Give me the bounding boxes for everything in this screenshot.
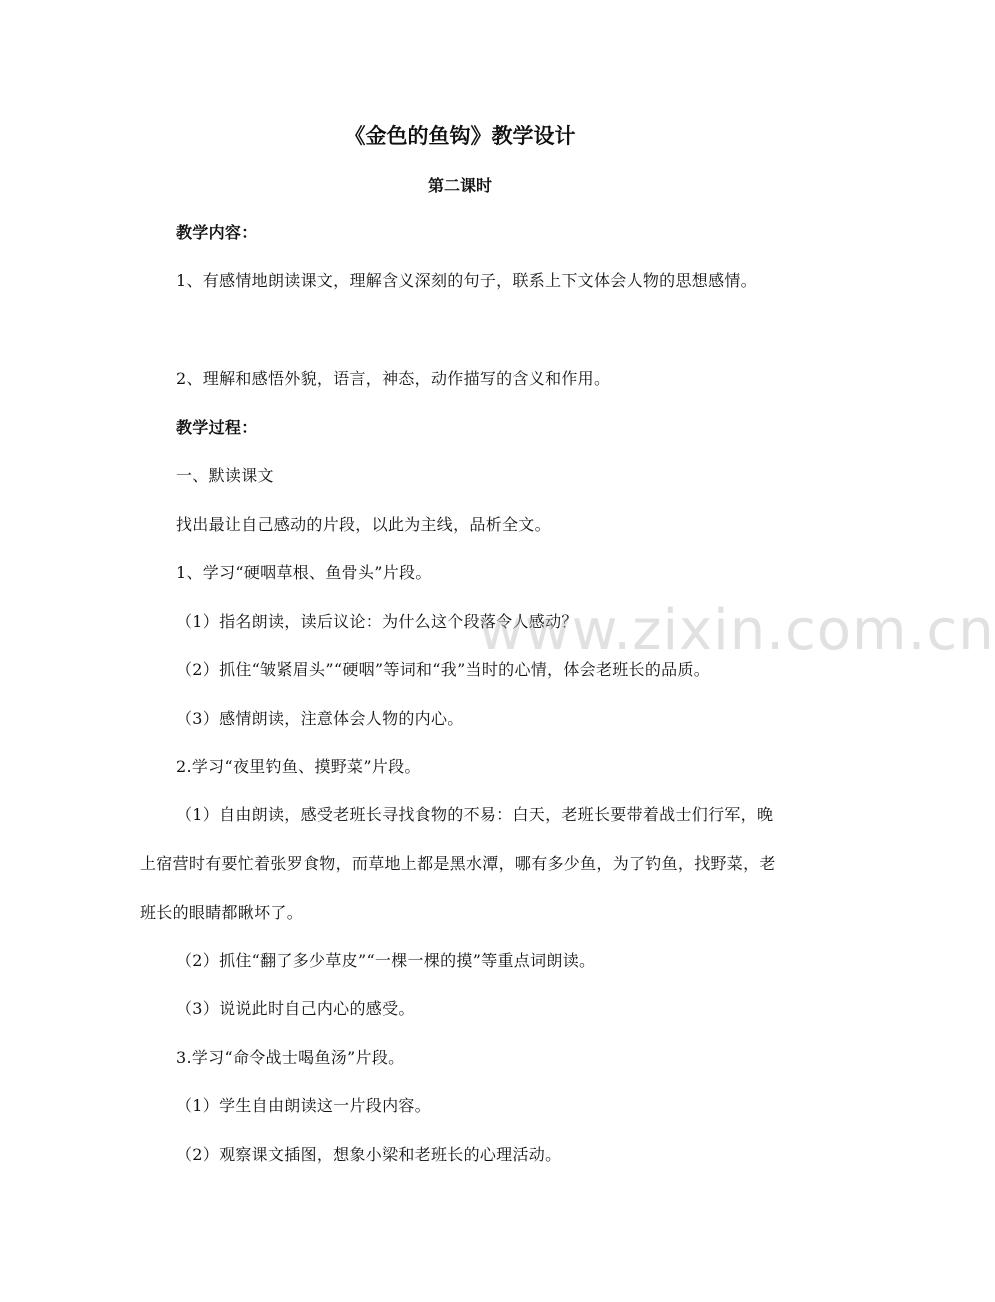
paragraph-instruction: 找出最让自己感动的片段，以此为主线，品析全文。 (176, 515, 551, 534)
paragraph-item-3-2: （2）观察课文插图，想象小梁和老班长的心理活动。 (176, 1145, 562, 1164)
paragraph-item-2-2: （2）抓住“翻了多少草皮”“一棵一棵的摸”等重点词朗读。 (176, 951, 596, 970)
paragraph-goal-1: 1、有感情地朗读课文，理解含义深刻的句子，联系上下文体会人物的思想感情。 (176, 271, 757, 290)
paragraph-section-3: 3.学习“命令战士喝鱼汤”片段。 (176, 1048, 405, 1067)
paragraph-item-1-3: （3）感情朗读，注意体会人物的内心。 (176, 709, 464, 728)
paragraph-goal-2: 2、理解和感悟外貌，语言，神态，动作描写的含义和作用。 (176, 369, 611, 388)
document-title: 《金色的鱼钩》教学设计 (344, 124, 576, 148)
paragraph-item-1-1: （1）指名朗读，读后议论：为什么这个段落令人感动？ (176, 612, 578, 631)
section-heading-content: 教学内容： (176, 223, 258, 242)
document-subtitle: 第二课时 (427, 176, 492, 195)
paragraph-item-2-3: （3）说说此时自己内心的感受。 (176, 999, 415, 1018)
watermark-text: www.zixin.com.cn (478, 598, 995, 663)
paragraph-item-1-2: （2）抓住“皱紧眉头”“硬咽”等词和“我”当时的心情，体会老班长的品质。 (176, 660, 711, 679)
paragraph-section-2: 2.学习“夜里钓鱼、摸野菜”片段。 (176, 757, 421, 776)
paragraph-step-1: 一、默读课文 (176, 466, 274, 485)
paragraph-item-3-1: （1）学生自由朗读这一片段内容。 (176, 1096, 431, 1115)
paragraph-item-2-1: （1）自由朗读，感受老班长寻找食物的不易：白天，老班长要带着战士们行军，晚上宿营时有要忙着张罗食物，而草地上都是黑水潭，哪有多少鱼，为了钓鱼，找野菜，老班长的眼睛都瞅坏了。 (140, 805, 776, 922)
paragraph-section-1: 1、学习“硬咽草根、鱼骨头”片段。 (176, 563, 432, 582)
section-heading-process: 教学过程： (176, 418, 258, 437)
